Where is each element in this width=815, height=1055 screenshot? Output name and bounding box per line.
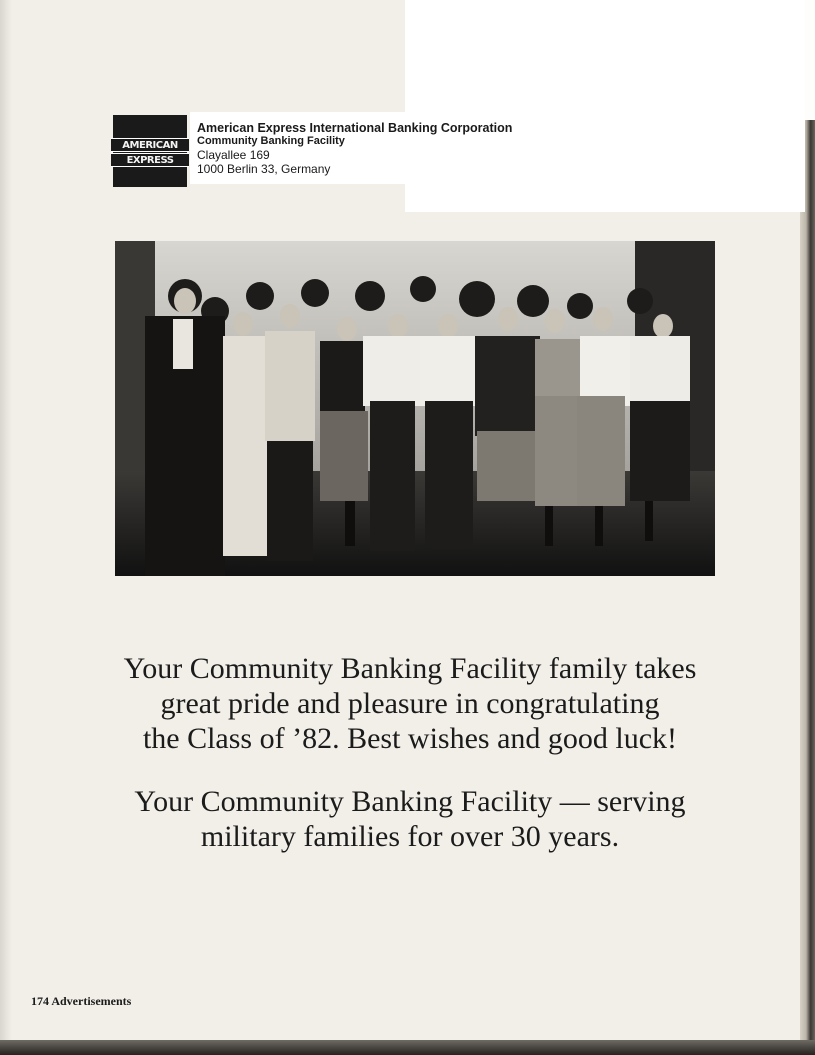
message-line: military families for over 30 years. <box>200 820 620 853</box>
message-line: great pride and pleasure in congratulating <box>160 687 660 720</box>
company-name: American Express International Banking Corporation <box>197 121 513 135</box>
city-address: 1000 Berlin 33, Germany <box>197 162 331 176</box>
page-number: 174 <box>31 994 49 1008</box>
address-block <box>197 121 512 176</box>
logo-word-express: EXPRESS <box>111 153 189 167</box>
american-express-logo <box>113 115 187 187</box>
logo-word-american: AMERICAN <box>111 138 189 152</box>
message-line: the Class of ’82. Best wishes and good luck! <box>142 722 678 755</box>
group-photo <box>115 241 715 576</box>
facility-name: Community Banking Facility <box>197 135 345 147</box>
street-address: Clayallee 169 <box>197 148 270 162</box>
scan-bottom-edge <box>0 1040 815 1055</box>
message-line: Your Community Banking Facility family takes <box>123 652 697 685</box>
group-photo-illustration <box>115 241 715 576</box>
section-label: Advertisements <box>51 994 132 1008</box>
message-paragraph-1 <box>40 651 780 756</box>
congratulations-message <box>40 651 780 854</box>
message-line: Your Community Banking Facility — serving <box>134 785 686 818</box>
page-footer <box>31 994 131 1009</box>
message-paragraph-2 <box>40 784 780 854</box>
page-gutter-shadow <box>0 0 12 1055</box>
